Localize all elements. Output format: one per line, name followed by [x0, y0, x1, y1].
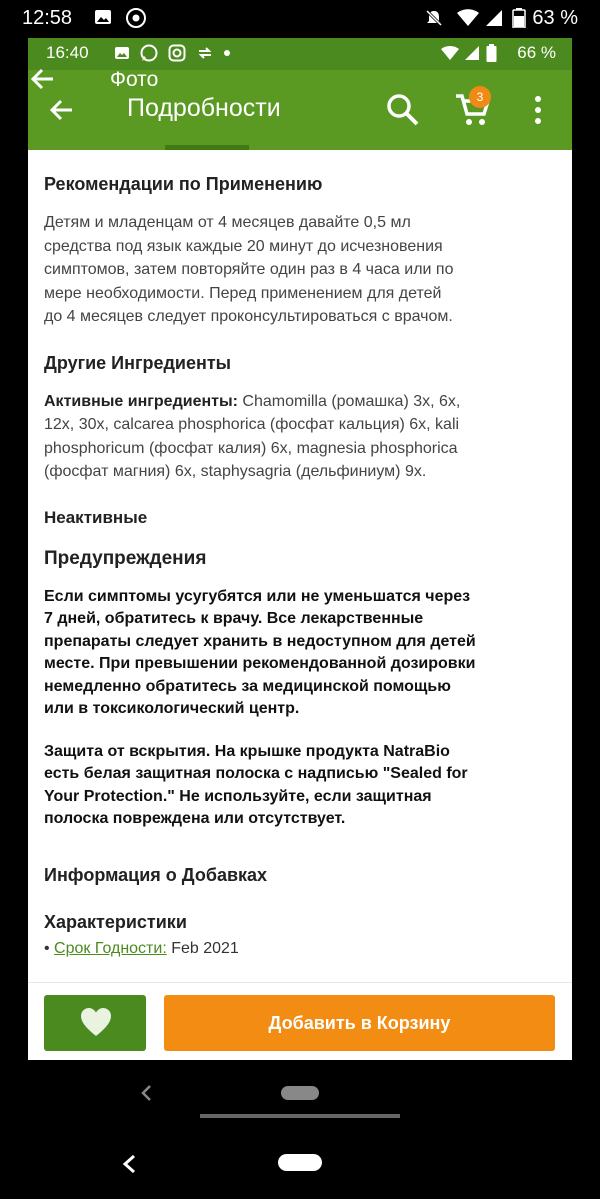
usage-text	[44, 211, 559, 329]
inner-navigation-bar	[0, 1060, 600, 1128]
add-to-cart-button[interactable]: Добавить в Корзину	[164, 995, 555, 1051]
warning-line: есть белая защитная полоска с надписью "Sealed for	[44, 765, 468, 782]
outer-battery-percent: 63 %	[532, 7, 578, 29]
specs-section-title: Характеристики	[44, 911, 187, 932]
warning-line: Защита от вскрытия. На крышке продукта NatraBio	[44, 742, 450, 760]
chrome-icon	[126, 8, 146, 33]
usage-line: до 4 месяцев следует проконсультироваться с врачом.	[44, 308, 453, 325]
battery-icon	[486, 44, 497, 67]
active-line: Chamomilla (ромашка) 3x, 6x,	[237, 392, 461, 410]
back-nav-icon[interactable]	[140, 1084, 152, 1107]
outer-navigation-bar	[0, 1128, 600, 1199]
inner-status-time: 16:40	[46, 43, 89, 62]
viewer-title: Фото	[110, 68, 159, 91]
image-icon	[114, 45, 130, 66]
back-arrow-icon[interactable]	[48, 96, 76, 129]
instagram-icon	[168, 44, 186, 67]
tamper-warning-text	[44, 741, 559, 831]
tab-indicator	[165, 145, 249, 150]
outer-status-bar	[0, 0, 600, 38]
active-line: phosphoricum (фосфат калия) 6x, magnesia phosphorica	[44, 439, 458, 457]
warning-line: Your Protection." Не используйте, если защитная	[44, 787, 432, 805]
warning-line: полоска повреждена или отсутствует.	[44, 810, 346, 827]
home-pill-icon[interactable]	[278, 1154, 322, 1171]
wifi-icon	[456, 8, 480, 33]
outer-status-time: 12:58	[22, 7, 73, 29]
expiry-link[interactable]: Срок Годности:	[54, 939, 167, 957]
more-vert-icon[interactable]	[533, 94, 543, 131]
signal-icon	[464, 45, 480, 66]
inactive-section-title: Неактивные	[44, 507, 148, 527]
usage-line: средства под язык каждые 20 минут до исчезновения	[44, 237, 443, 255]
expiry-value: Feb 2021	[166, 939, 239, 957]
page-title: Подробности	[127, 94, 281, 122]
favorite-button[interactable]	[44, 995, 146, 1051]
usage-line: мере необходимости. Перед применением для детей	[44, 284, 442, 302]
screenshot-frame	[28, 38, 572, 1060]
cart-count-badge: 3	[469, 86, 491, 108]
heart-icon	[80, 1007, 112, 1042]
product-details-content	[44, 166, 559, 960]
active-ingredients-text	[44, 390, 559, 484]
active-line: 12x, 30x, calcarea phosphorica (фосфат кальция) 6x, kali	[44, 416, 460, 433]
battery-icon	[512, 8, 526, 33]
ingredients-section-title: Другие Ингредиенты	[44, 352, 232, 373]
wifi-icon	[440, 45, 460, 66]
sync-icon	[196, 44, 214, 67]
warning-line: немедленно обратитесь за медицинской помощью	[44, 677, 451, 695]
supplement-section-title: Информация о Добавках	[44, 864, 268, 885]
bottom-action-bar	[28, 982, 572, 1060]
usage-line: симптомов, затем повторяйте один раз в 4 часа или по	[44, 261, 454, 278]
warnings-section-title: Предупреждения	[44, 547, 207, 569]
divider	[200, 1114, 400, 1118]
expiry-row: • Срок Годности: Feb 2021	[44, 939, 239, 957]
dot-icon	[224, 50, 230, 56]
back-nav-icon[interactable]	[122, 1154, 136, 1179]
home-pill-icon[interactable]	[281, 1086, 319, 1100]
inner-battery-percent: 66 %	[517, 43, 556, 62]
search-icon[interactable]	[385, 92, 421, 133]
warning-line: препараты следует хранить в недоступном для детей	[44, 632, 476, 650]
warning-line: месте. При превышении рекомендованной дозировки	[44, 655, 476, 672]
warning-line: Если симптомы усугубятся или не уменьшатся через	[44, 587, 471, 605]
inner-status-bar	[28, 38, 572, 70]
usage-section-title: Рекомендации по Применению	[44, 174, 323, 194]
active-line: (фосфат магния) 6x, staphysagria (дельфиниум) 9x.	[44, 463, 427, 480]
warning-text	[44, 586, 559, 721]
mute-icon	[424, 8, 444, 33]
warning-line: или в токсикологический центр.	[44, 700, 300, 717]
signal-icon	[484, 8, 504, 33]
viewer-back-arrow-icon[interactable]	[30, 66, 56, 97]
usage-line: Детям и младенцам от 4 месяцев давайте 0,5 мл	[44, 214, 411, 231]
whatsapp-icon	[140, 44, 158, 67]
warning-line: 7 дней, обратитесь к врачу. Все лекарственные	[44, 610, 424, 627]
image-icon	[94, 8, 112, 31]
active-ingredients-label: Активные ингредиенты:	[44, 392, 238, 410]
